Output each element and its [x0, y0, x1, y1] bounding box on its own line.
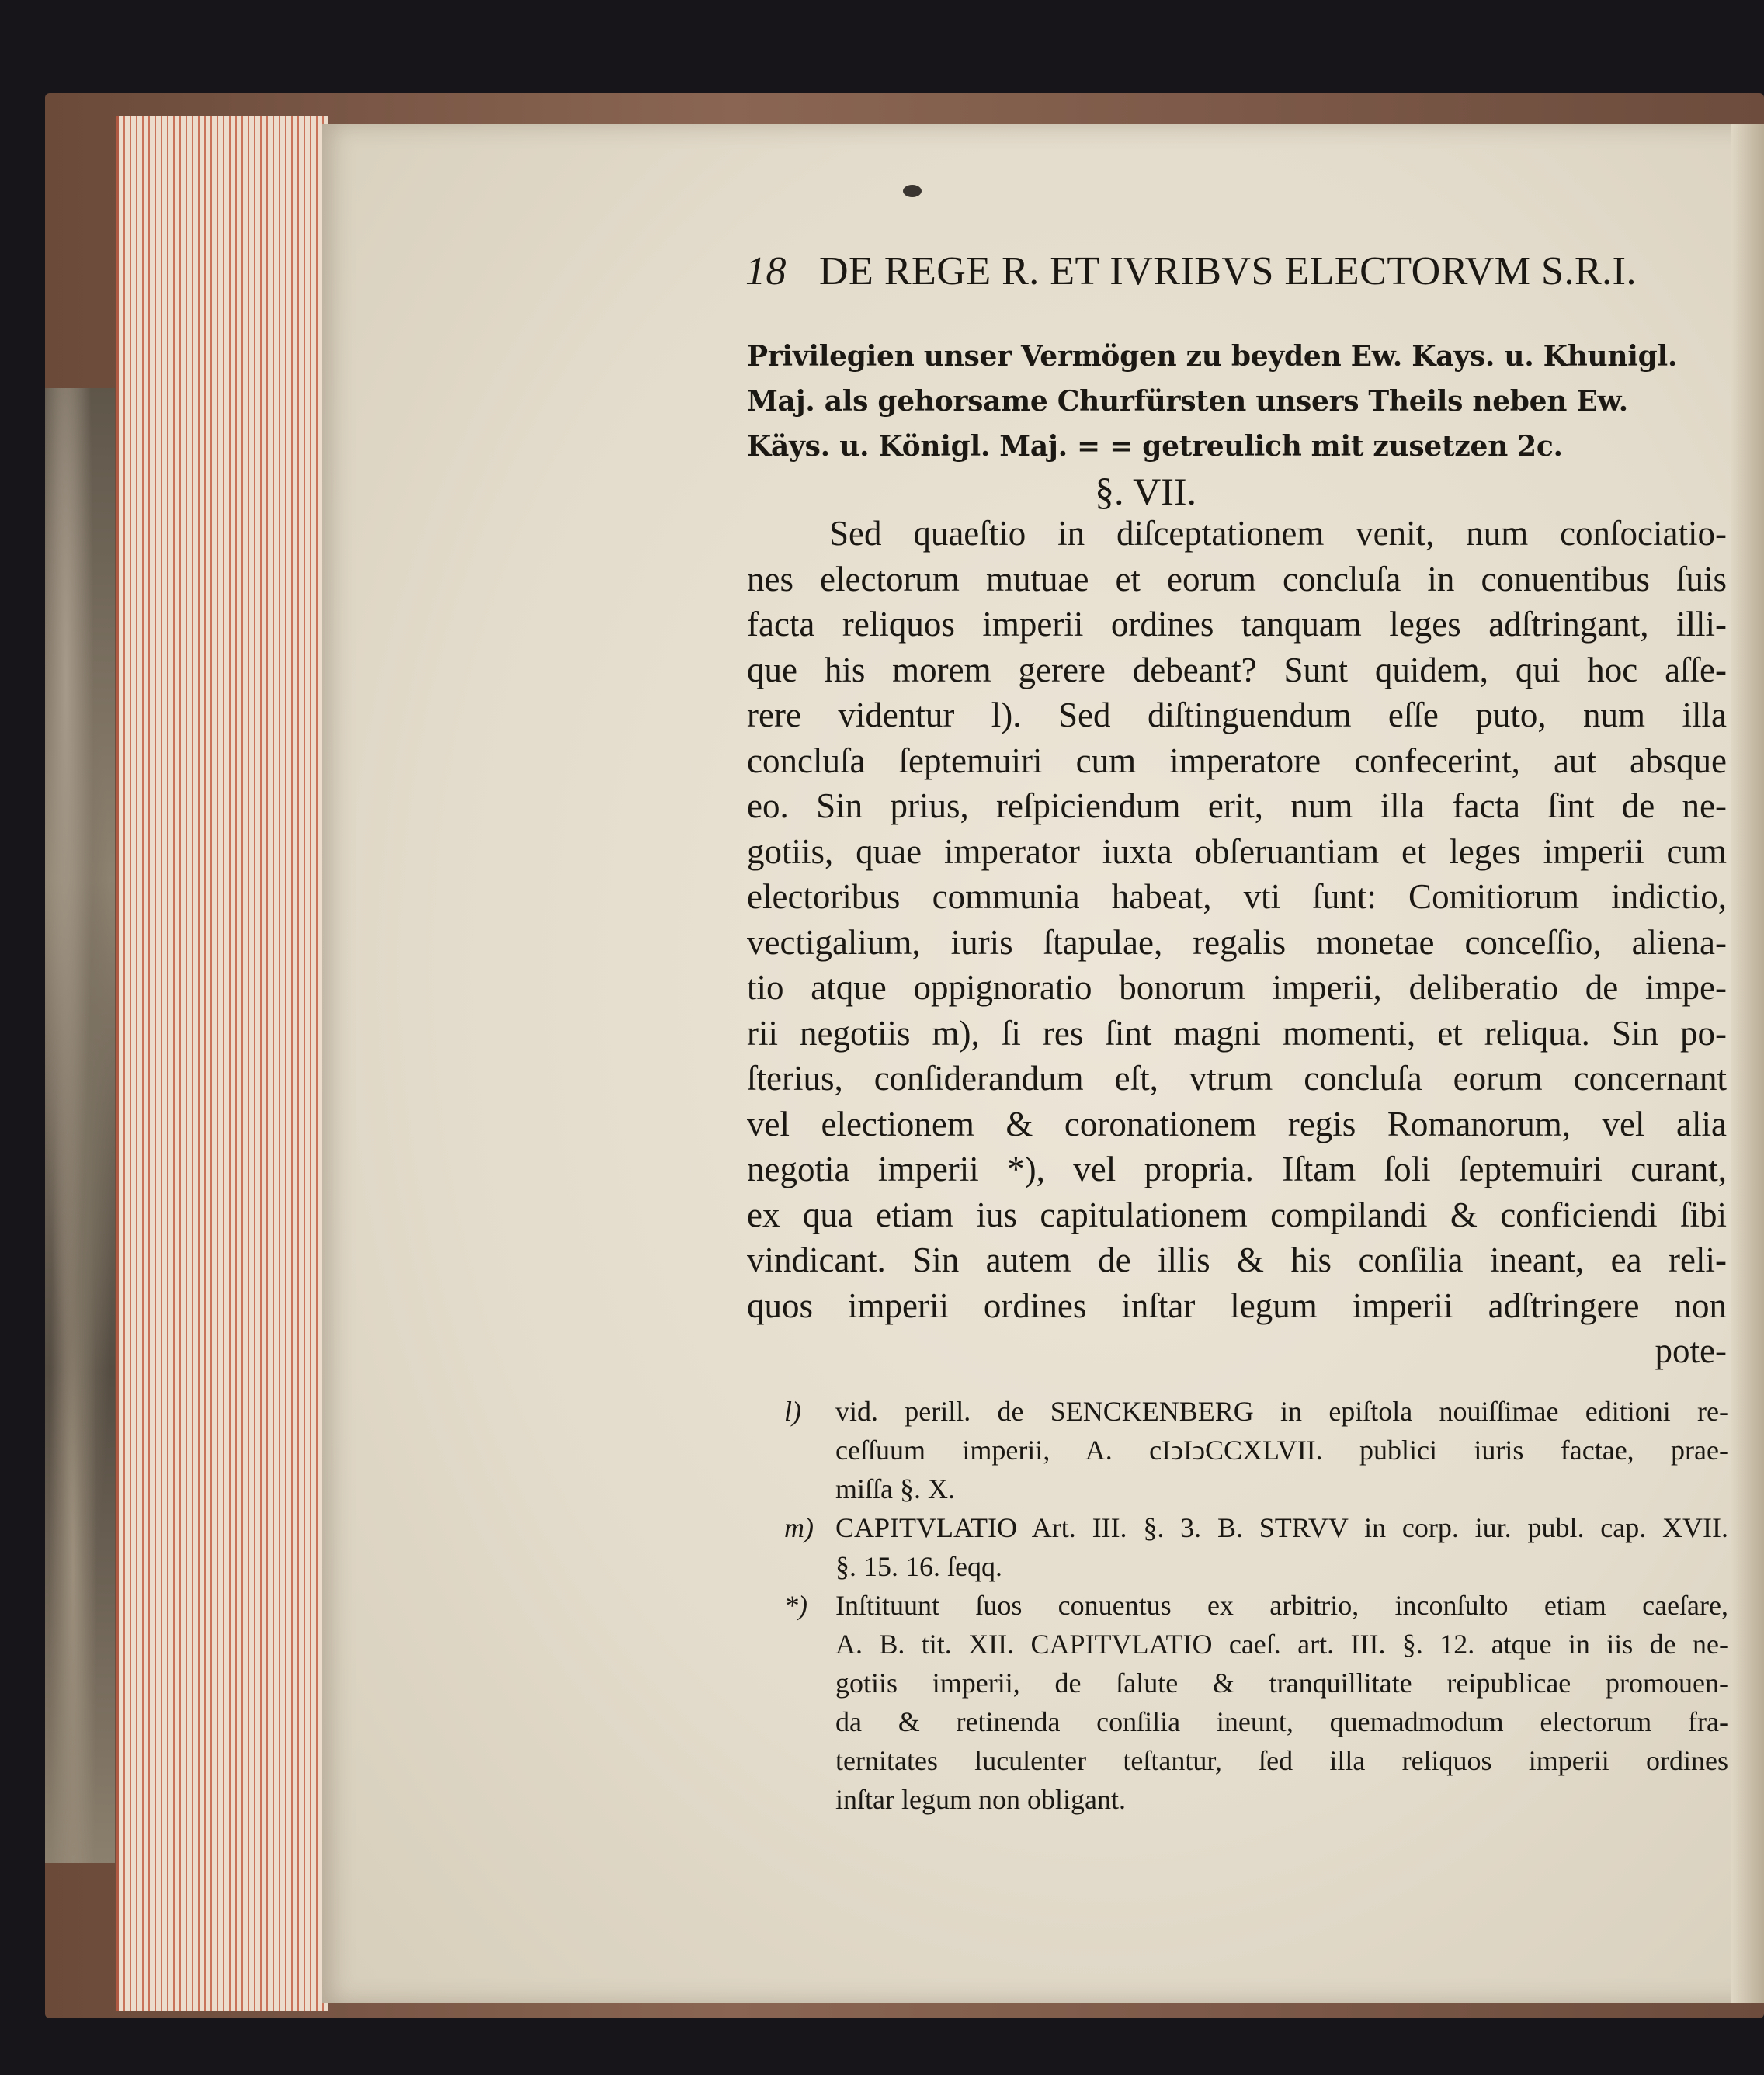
- footnote-line: §. 15. 16. ſeqq.: [835, 1551, 1002, 1582]
- marbled-cover-edge: [45, 388, 115, 1863]
- text-line: electoribus communia habeat, vti ſunt: Comitiorum indictio,: [747, 877, 1727, 916]
- text-line: Sed quaeſtio in diſceptationem venit, num conſociatio-: [829, 514, 1727, 553]
- footnote-star: [784, 1586, 1728, 1819]
- text-line: ex qua etiam ius capitulationem compilandi & conficiendi ſibi: [747, 1195, 1727, 1234]
- footnote-m: [784, 1508, 1728, 1586]
- text-line: vindicant. Sin autem de illis & his conſilia ineant, ea reli-: [747, 1240, 1727, 1279]
- footnote-line: gotiis imperii, de ſalute & tranquillitate reipublicae promouen-: [835, 1667, 1728, 1699]
- text-line: que his morem gerere debeant? Sunt quidem, qui hoc aſſe-: [747, 650, 1727, 689]
- footnote-line: ceſſuum imperii, A. cIↄIↄCCXLVII. publici iuris factae, prae-: [835, 1435, 1728, 1466]
- text-line: ſterius, conſiderandum eſt, vtrum concluſa eorum concernant: [747, 1059, 1727, 1098]
- footnote-mark: l): [784, 1396, 801, 1427]
- footnote-line: da & retinenda conſilia ineunt, quemadmodum electorum fra-: [835, 1706, 1728, 1737]
- fraktur-quotation: [747, 334, 1725, 469]
- footnote-mark: *): [784, 1590, 807, 1621]
- footnote-line: miſſa §. X.: [835, 1473, 955, 1504]
- running-header: [745, 248, 1731, 294]
- text-line: quos imperii ordines inſtar legum imperii adſtringere non: [747, 1286, 1727, 1325]
- fraktur-line: Käys. u. Königl. Maj. = = getreulich mit zusetzen 2c.: [747, 430, 1563, 463]
- page-fore-edge: [1731, 124, 1764, 2003]
- text-line: facta reliquos imperii ordines tanquam leges adſtringant, illi-: [747, 605, 1727, 644]
- body-paragraph: [747, 511, 1727, 1374]
- footnote-line: CAPITVLATIO Art. III. §. 3. B. STRVV in corp. iur. publ. cap. XVII.: [835, 1512, 1728, 1543]
- text-line: concluſa ſeptemuiri cum imperatore confecerint, aut absque: [747, 741, 1727, 780]
- fraktur-line: Privilegien unser Vermögen zu beyden Ew. Kays. u. Khunigl.: [747, 340, 1678, 373]
- text-line: rii negotiis m), ſi res ſint magni momenti, et reliqua. Sin po-: [747, 1013, 1727, 1053]
- footnote-line: ternitates luculenter teſtantur, ſed illa reliquos imperii ordines: [835, 1745, 1728, 1776]
- section-heading: §. VII.: [1095, 470, 1197, 513]
- fraktur-line: Maj. als gehorsame Churfürsten unsers Theils neben Ew.: [747, 385, 1628, 418]
- text-line: eo. Sin prius, reſpiciendum erit, num illa facta ſint de ne-: [747, 786, 1727, 825]
- footnote-line: inſtar legum non obligant.: [835, 1784, 1126, 1815]
- catchword: pote-: [1655, 1331, 1727, 1370]
- footnotes: [784, 1392, 1728, 1819]
- text-line: vel electionem & coronationem regis Romanorum, vel alia: [747, 1104, 1727, 1143]
- page-stack-edges: [116, 116, 328, 2011]
- footnote-mark: m): [784, 1512, 814, 1543]
- footnote-line: A. B. tit. XII. CAPITVLATIO caeſ. art. III. §. 12. atque in iis de ne-: [835, 1629, 1728, 1660]
- running-title: DE REGE R. ET IVRIBVS ELECTORVM S.R.I.: [819, 249, 1637, 293]
- text-line: nes electorum mutuae et eorum concluſa in conuentibus ſuis: [747, 559, 1727, 599]
- text-line: tio atque oppignoratio bonorum imperii, deliberatio de impe-: [747, 968, 1727, 1007]
- footnote-line: vid. perill. de SENCKENBERG in epiſtola nouiſſimae editioni re-: [835, 1396, 1728, 1427]
- text-line: gotiis, quae imperator iuxta obſeruantiam et leges imperii cum: [747, 831, 1727, 871]
- ink-spot: [903, 185, 922, 197]
- page-number: 18: [745, 249, 787, 293]
- footnote-line: Inſtituunt ſuos conuentus ex arbitrio, inconſulto etiam caeſare,: [835, 1590, 1728, 1621]
- text-line: rere videntur l). Sed diſtinguendum eſſe puto, num illa: [747, 696, 1727, 734]
- text-line: negotia imperii *), vel propria. Iſtam ſoli ſeptemuiri curant,: [747, 1150, 1727, 1188]
- footnote-l: [784, 1392, 1728, 1508]
- text-line: vectigalium, iuris ſtapulae, regalis monetae conceſſio, aliena-: [747, 922, 1727, 962]
